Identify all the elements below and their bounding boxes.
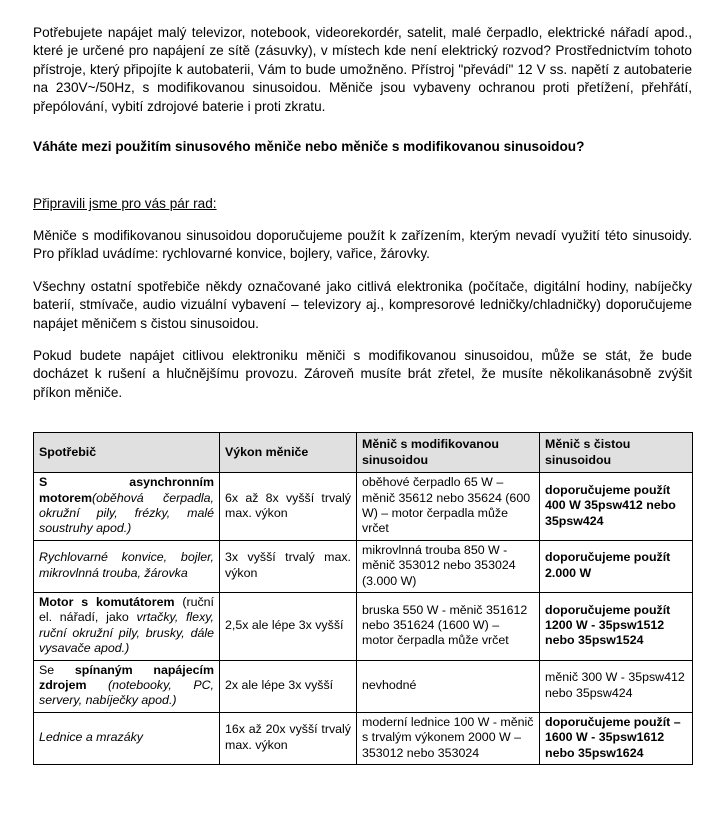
cell-power-rating: 6x až 8x vyšší trvalý max. výkon: [220, 473, 357, 541]
cell-pure-sine: doporučujeme použít 1200 W - 35psw1512 nebo 35psw1524: [540, 592, 693, 660]
appliance-name-bold: S asynchronním motorem: [39, 475, 214, 505]
advice-paragraph-2: Všechny ostatní spotřebiče někdy označované jako citlivá elektronika (počítače, digitální hodiny, nabíječky baterií, stmívače, audio vizuální vybavení – televizory aj., kompresorové ledničky/chladničky) doporučujeme napájet měničem s čistou sinusoidou.: [33, 278, 692, 331]
column-header-power: Výkon měniče: [220, 433, 357, 473]
appliance-examples-italic: Lednice a mrazáky: [39, 730, 143, 745]
cell-modified-sine: mikrovlnná trouba 850 W - měnič 353012 nebo 353024 (3.000 W): [357, 540, 540, 592]
cell-modified-sine: nevhodné: [357, 660, 540, 712]
appliance-examples-italic: (notebooky, PC, servery, nabíječky apod.): [39, 677, 214, 708]
appliance-name-bold: spínaným napájecím zdrojem: [39, 662, 214, 692]
appliance-examples-italic: (oběhová čerpadla, okružní pily, frézky, malé soustruhy apod.): [39, 490, 214, 536]
cell-power-rating: 2x ale lépe 3x vyšší: [220, 660, 357, 712]
cell-modified-sine: moderní lednice 100 W - měnič s trvalým výkonem 2000 W – 353012 nebo 353024: [357, 712, 540, 764]
cell-appliance: [34, 712, 220, 764]
cell-appliance: [34, 540, 220, 592]
cell-modified-sine: bruska 550 W - měnič 351612 nebo 351624 (1600 W) – motor čerpadla může vrčet: [357, 592, 540, 660]
appliance-name-bold: Motor s komutátorem: [39, 594, 175, 609]
cell-power-rating: 3x vyšší trvalý max. výkon: [220, 540, 357, 592]
appliance-text: Se: [39, 662, 75, 677]
cell-power-rating: 16x až 20x vyšší trvalý max. výkon: [220, 712, 357, 764]
cell-modified-sine: oběhové čerpadlo 65 W – měnič 35612 nebo 35624 (600 W) – motor čerpadla může vrčet: [357, 473, 540, 541]
cell-pure-sine: doporučujeme použít 2.000 W: [540, 540, 693, 592]
table-row: [34, 592, 693, 660]
advice-paragraph-1: Měniče s modifikovanou sinusoidou doporučujeme použít k zařízením, kterým nevadí využití této sinusoidy. Pro příklad uvádíme: rychlovarné konvice, bojlery, vařice, žárovky.: [33, 228, 692, 262]
cell-pure-sine: doporučujeme použít 400 W 35psw412 nebo 35psw424: [540, 473, 693, 541]
appliance-text: (ruční el. nářadí, jako: [39, 594, 215, 625]
inverter-comparison-table: [33, 432, 693, 765]
table-spacer: [33, 402, 692, 432]
advice-subheading-text: Připravili jsme pro vás pár rad:: [33, 196, 217, 212]
table-row: [34, 473, 693, 541]
appliance-examples-italic: Rychlovarné konvice, bojler, mikrovlnná trouba, žárovka: [39, 550, 214, 580]
cell-pure-sine: doporučujeme použít – 1600 W - 35psw1612 nebo 35psw1624: [540, 712, 693, 764]
question-heading: Váháte mezi použitím sinusového měniče nebo měniče s modifikovanou sinusoidou?: [33, 139, 585, 155]
table-body: [34, 473, 693, 765]
intro-paragraph: Potřebujete napájet malý televizor, notebook, videorekordér, satelit, malé čerpadlo, elektrické nářadí apod., které je určené pro napájení ze sítě (zásuvky), v místech kde není elektrický rozvod? Prostřednictvím tohoto přístroje, který připojíte k autobaterii, Vám to bude umožněno. Přístroj "převádí" 12 V ss. napětí z autobaterie na 230V~/50Hz, s modifikovanou sinusoidou. Měniče jsou vybaveny ochranou proti přetížení, přehřátí, přepólování, vybití zdrojové baterie i proti zkratu.: [33, 25, 692, 114]
cell-pure-sine: měnič 300 W - 35psw412 nebo 35psw424: [540, 660, 693, 712]
advice-paragraph-3: Pokud budete napájet citlivou elektroniku měniči s modifikovanou sinusoidou, může se stát, že bude docházet k rušení a hlučnějšímu provozu. Zároveň musíte brát zřetel, že musíte několikanásobně zvýšit příkon měniče.: [33, 348, 692, 400]
table-row: [34, 660, 693, 712]
appliance-examples-italic: vrtačky, flexy, ruční okružní pily, brusky, dále vysavače apod.): [39, 610, 214, 656]
column-header-appliance: Spotřebič: [34, 433, 220, 473]
cell-appliance: [34, 660, 220, 712]
table-header-row: [34, 433, 693, 473]
cell-power-rating: 2,5x ale lépe 3x vyšší: [220, 592, 357, 660]
column-header-pure-sine: Měnič s čistou sinusoidou: [540, 433, 693, 473]
cell-appliance: [34, 473, 220, 541]
table-row: [34, 712, 693, 764]
column-header-modified-sine: Měnič s modifikovanou sinusoidou: [357, 433, 540, 473]
advice-subheading: [33, 195, 692, 213]
table-row: [34, 540, 693, 592]
cell-appliance: [34, 592, 220, 660]
